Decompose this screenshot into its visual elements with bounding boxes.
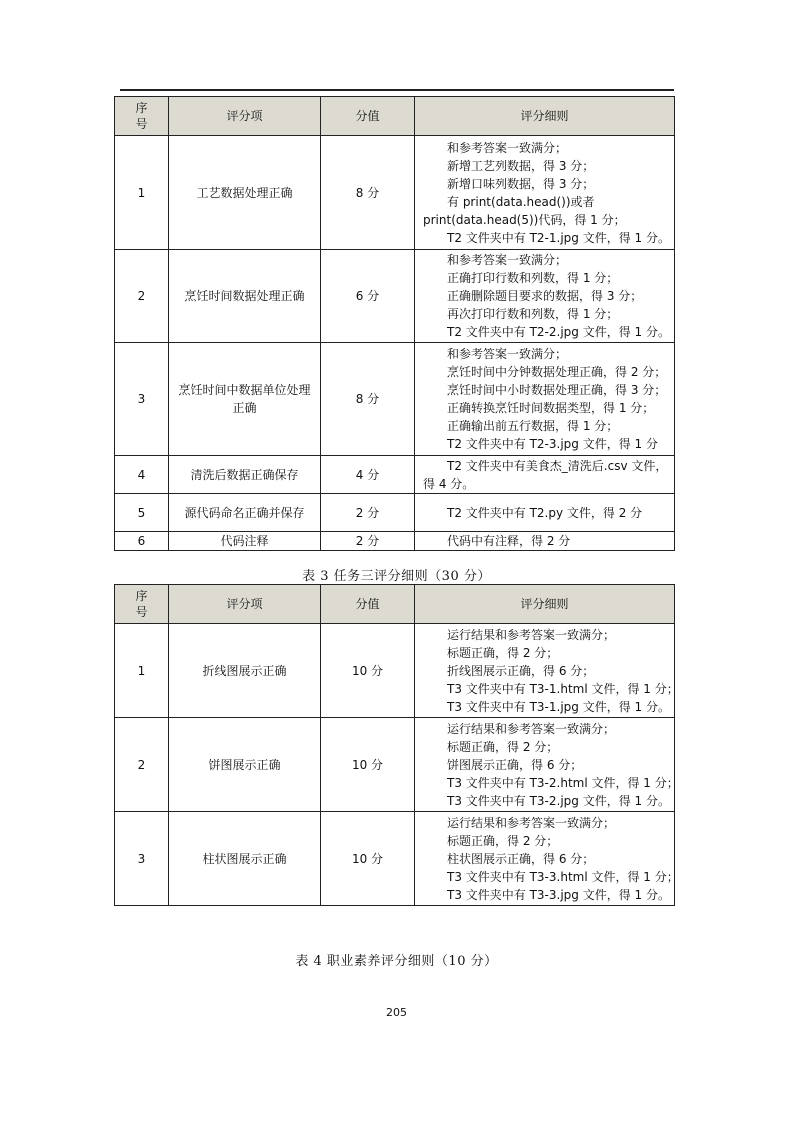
col-header-score: 分值	[321, 585, 415, 624]
table4-caption: 表 4 职业素养评分细则（10 分）	[295, 954, 498, 969]
row-item: 饼图展示正确	[169, 718, 321, 812]
detail-line: 烹饪时间中分钟数据处理正确，得 2 分；	[423, 365, 667, 379]
detail-line: T3 文件夹中有 T3-3.html 文件，得 1 分；	[423, 869, 679, 884]
row-score: 4 分	[321, 456, 415, 494]
table-header-row	[115, 97, 675, 136]
detail-line: 标题正确，得 2 分；	[423, 645, 559, 660]
row-number: 5	[115, 494, 169, 532]
row-number: 4	[115, 456, 169, 494]
row-number: 2	[115, 718, 169, 812]
detail-line: T2 文件夹中有美食杰_清洗后.csv 文件，	[423, 458, 668, 473]
detail-line: T3 文件夹中有 T3-1.html 文件，得 1 分；	[423, 681, 679, 696]
task3-scoring-table	[114, 584, 679, 906]
row-item: 烹饪时间中数据单位处理正确	[169, 343, 321, 456]
detail-line: T2 文件夹中有 T2-1.jpg 文件，得 1 分。	[423, 230, 670, 245]
table-row	[115, 812, 675, 906]
col-header-seq: 序 号	[115, 97, 169, 136]
detail-line: T3 文件夹中有 T3-1.jpg 文件，得 1 分。	[423, 699, 670, 714]
detail-line: 标题正确，得 2 分；	[423, 739, 559, 754]
col-header-seq: 序 号	[115, 585, 169, 624]
row-item: 源代码命名正确并保存	[169, 494, 321, 532]
detail-line: 和参考答案一致满分；	[423, 253, 568, 267]
row-score: 10 分	[321, 718, 415, 812]
row-detail	[415, 456, 675, 494]
row-number: 3	[115, 812, 169, 906]
col-header-score: 分值	[321, 97, 415, 136]
row-detail	[415, 532, 675, 551]
row-number: 6	[115, 532, 169, 551]
detail-line: 和参考答案一致满分；	[423, 140, 568, 155]
detail-line: 新增口味列数据，得 3 分；	[423, 176, 595, 191]
detail-line: T2 文件夹中有 T2-3.jpg 文件，得 1 分	[423, 437, 658, 451]
detail-line: 运行结果和参考答案一致满分；	[423, 721, 616, 736]
row-score: 10 分	[321, 812, 415, 906]
detail-line: 柱状图展示正确，得 6 分；	[423, 851, 595, 866]
row-number: 2	[115, 250, 169, 343]
col-header-item: 评分项	[169, 97, 321, 136]
row-item: 折线图展示正确	[169, 624, 321, 718]
header-rule	[120, 89, 674, 91]
row-detail	[415, 250, 675, 343]
table-row	[115, 494, 675, 532]
detail-line: T2 文件夹中有 T2-2.jpg 文件，得 1 分。	[423, 325, 670, 339]
row-item: 柱状图展示正确	[169, 812, 321, 906]
detail-line: 得 4 分。	[423, 476, 475, 491]
detail-line: print(data.head(5))代码，得 1 分；	[423, 212, 626, 227]
detail-line: 运行结果和参考答案一致满分；	[423, 815, 616, 830]
detail-line: 正确输出前五行数据，得 1 分；	[423, 419, 619, 433]
col-header-detail: 评分细则	[415, 97, 675, 136]
row-detail	[415, 718, 679, 812]
detail-line: 和参考答案一致满分；	[423, 347, 568, 361]
row-detail	[415, 812, 679, 906]
row-detail	[415, 624, 679, 718]
detail-line: 折线图展示正确，得 6 分；	[423, 663, 595, 678]
detail-line: 代码中有注释，得 2 分	[423, 534, 571, 548]
table-row	[115, 136, 675, 250]
row-number: 1	[115, 136, 169, 250]
detail-line: 饼图展示正确，得 6 分；	[423, 757, 583, 772]
row-item: 烹饪时间数据处理正确	[169, 250, 321, 343]
detail-line: 新增工艺列数据，得 3 分；	[423, 158, 595, 173]
detail-line: 烹饪时间中小时数据处理正确，得 3 分；	[423, 383, 667, 397]
table-row	[115, 456, 675, 494]
detail-line: 正确转换烹饪时间数据类型，得 1 分；	[423, 401, 655, 415]
col-header-item: 评分项	[169, 585, 321, 624]
col-header-detail: 评分细则	[415, 585, 675, 624]
table-row	[115, 532, 675, 551]
detail-line: 再次打印行数和列数，得 1 分；	[423, 307, 619, 321]
row-detail	[415, 136, 675, 250]
row-score: 10 分	[321, 624, 415, 718]
table3-caption: 表 3 任务三评分细则（30 分）	[302, 569, 491, 584]
table-header-row	[115, 585, 675, 624]
detail-line: 有 print(data.head())或者	[423, 194, 595, 209]
row-score: 2 分	[321, 532, 415, 551]
table-row	[115, 718, 675, 812]
row-score: 8 分	[321, 343, 415, 456]
row-score: 2 分	[321, 494, 415, 532]
task2-scoring-table	[114, 96, 675, 551]
table-row	[115, 250, 675, 343]
detail-line: T3 文件夹中有 T3-2.html 文件，得 1 分；	[423, 775, 679, 790]
detail-line: 标题正确，得 2 分；	[423, 833, 559, 848]
detail-line: T3 文件夹中有 T3-3.jpg 文件，得 1 分。	[423, 887, 670, 902]
detail-line: 运行结果和参考答案一致满分；	[423, 627, 616, 642]
row-number: 1	[115, 624, 169, 718]
row-item: 清洗后数据正确保存	[169, 456, 321, 494]
row-item: 工艺数据处理正确	[169, 136, 321, 250]
row-detail	[415, 343, 675, 456]
detail-line: T2 文件夹中有 T2.py 文件，得 2 分	[423, 505, 643, 520]
row-score: 6 分	[321, 250, 415, 343]
detail-line: 正确删除题目要求的数据，得 3 分；	[423, 289, 643, 303]
table-row	[115, 343, 675, 456]
row-detail	[415, 494, 675, 532]
detail-line: T3 文件夹中有 T3-2.jpg 文件，得 1 分。	[423, 793, 670, 808]
detail-line: 正确打印行数和列数，得 1 分；	[423, 271, 619, 285]
row-item: 代码注释	[169, 532, 321, 551]
page-number: 205	[386, 1006, 407, 1019]
table-row	[115, 624, 675, 718]
row-number: 3	[115, 343, 169, 456]
row-score: 8 分	[321, 136, 415, 250]
